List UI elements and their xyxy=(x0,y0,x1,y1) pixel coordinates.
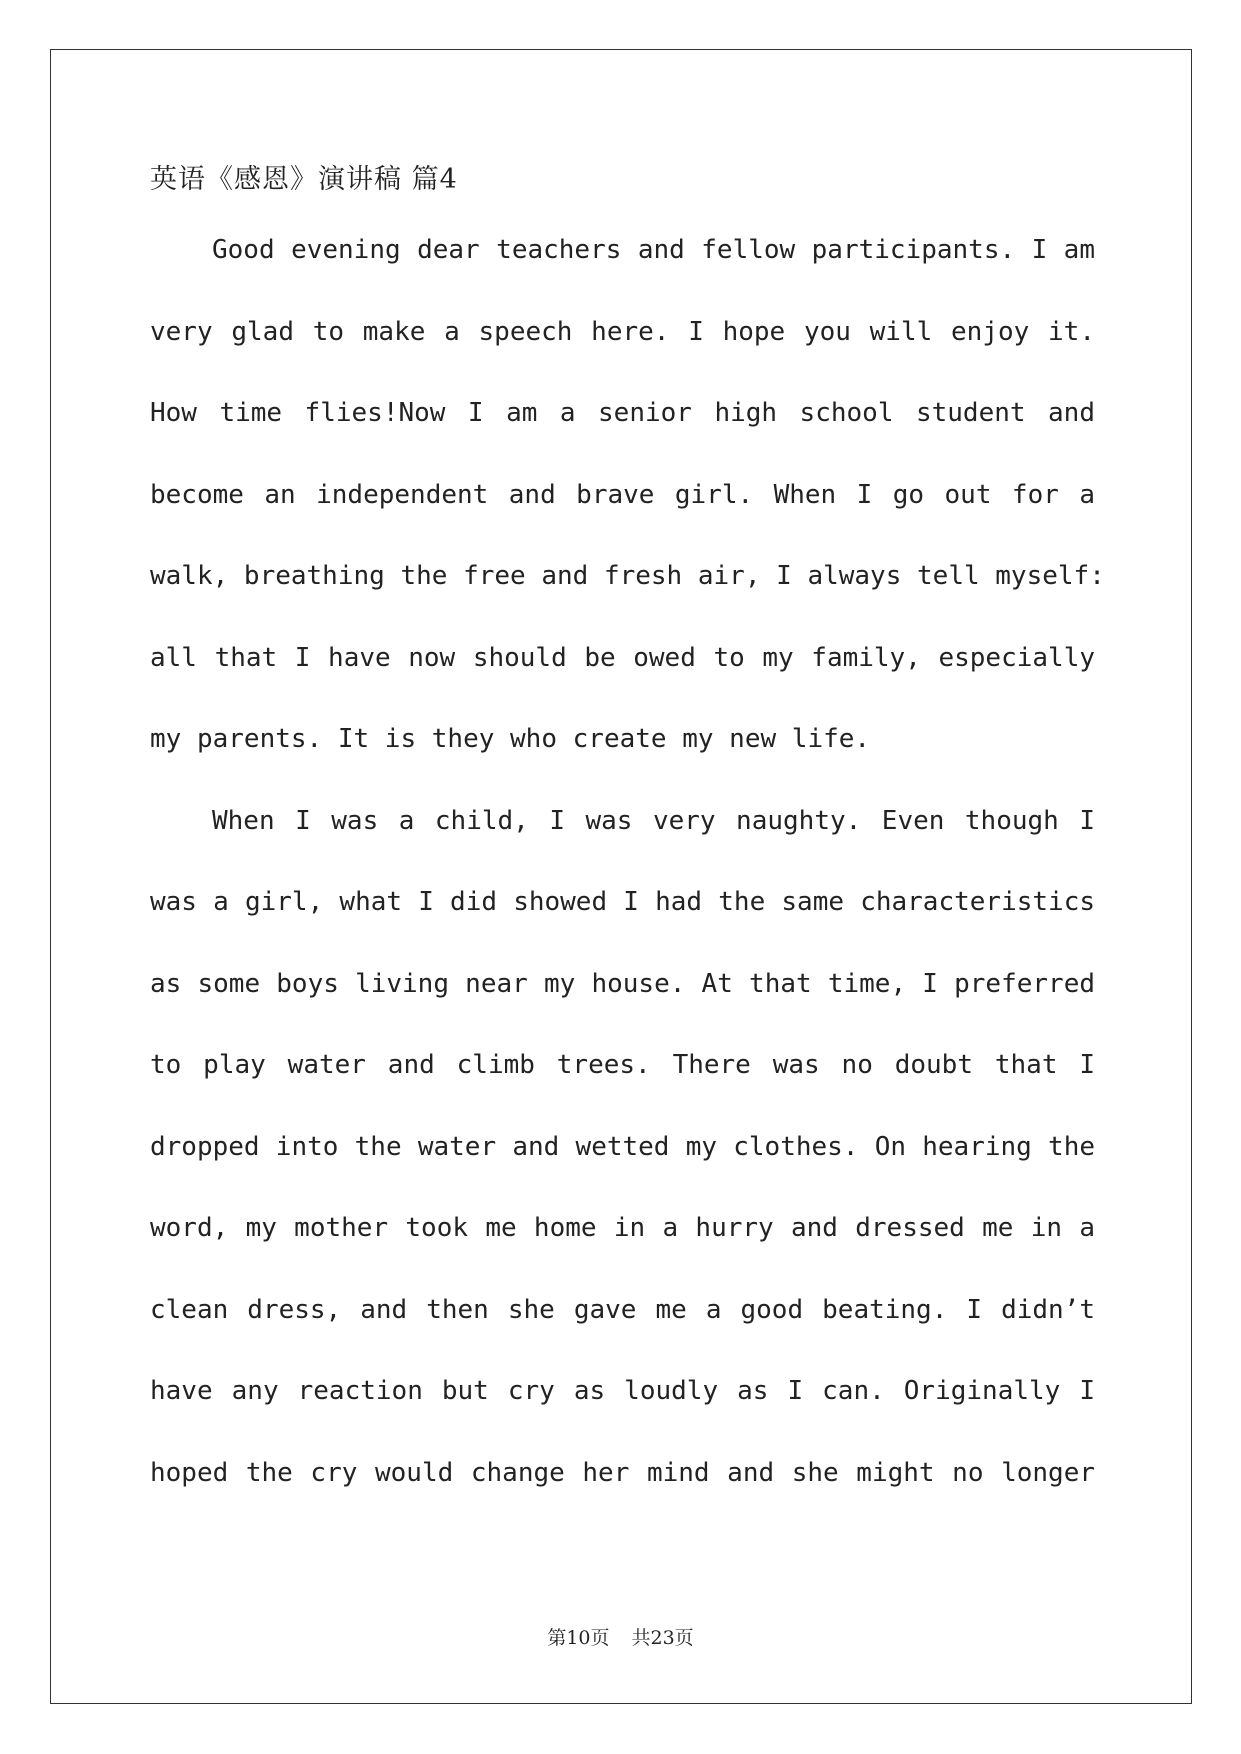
paragraph-line: to play water and climb trees. There was no doubt that I xyxy=(150,1050,1095,1080)
paragraph-line: clean dress, and then she gave me a good beating. I didn’t xyxy=(150,1294,1095,1325)
document-title: 英语《感恩》演讲稿 篇4 xyxy=(150,164,458,195)
paragraph-line: When I was a child, I was very naughty. Even though I xyxy=(212,805,1095,836)
page-footer xyxy=(0,1623,1241,1650)
paragraph-line: my parents. It is they who create my new life. xyxy=(150,724,871,754)
paragraph-line: dropped into the water and wetted my clothes. On hearing the xyxy=(150,1131,1095,1162)
page-number: 第10页 xyxy=(547,1627,610,1649)
paragraph-line: word, my mother took me home in a hurry and dressed me in a xyxy=(150,1213,1095,1243)
paragraph-line: have any reaction but cry as loudly as I can. Originally I xyxy=(150,1376,1095,1406)
document-body xyxy=(150,150,1105,1514)
paragraph-line: hoped the cry would change her mind and she might no longer xyxy=(150,1457,1095,1488)
paragraph-line: become an independent and brave girl. When I go out for a xyxy=(150,479,1095,510)
paragraph-line: very glad to make a speech here. I hope you will enjoy it. xyxy=(150,316,1095,347)
paragraph-line: was a girl, what I did showed I had the same characteristics xyxy=(150,887,1095,917)
paragraph-line: Good evening dear teachers and fellow participants. I am xyxy=(212,235,1095,265)
paragraph-1 xyxy=(150,210,1105,781)
paragraph-line: How time flies!Now I am a senior high school student and xyxy=(150,398,1095,428)
paragraph-line: as some boys living near my house. At that time, I preferred xyxy=(150,968,1095,999)
paragraph-line: all that I have now should be owed to my family, especially xyxy=(150,642,1095,673)
paragraph-line: walk, breathing the free and fresh air, I always tell myself: xyxy=(150,561,1105,591)
page-total: 共23页 xyxy=(631,1627,694,1649)
paragraph-2 xyxy=(150,781,1095,1515)
